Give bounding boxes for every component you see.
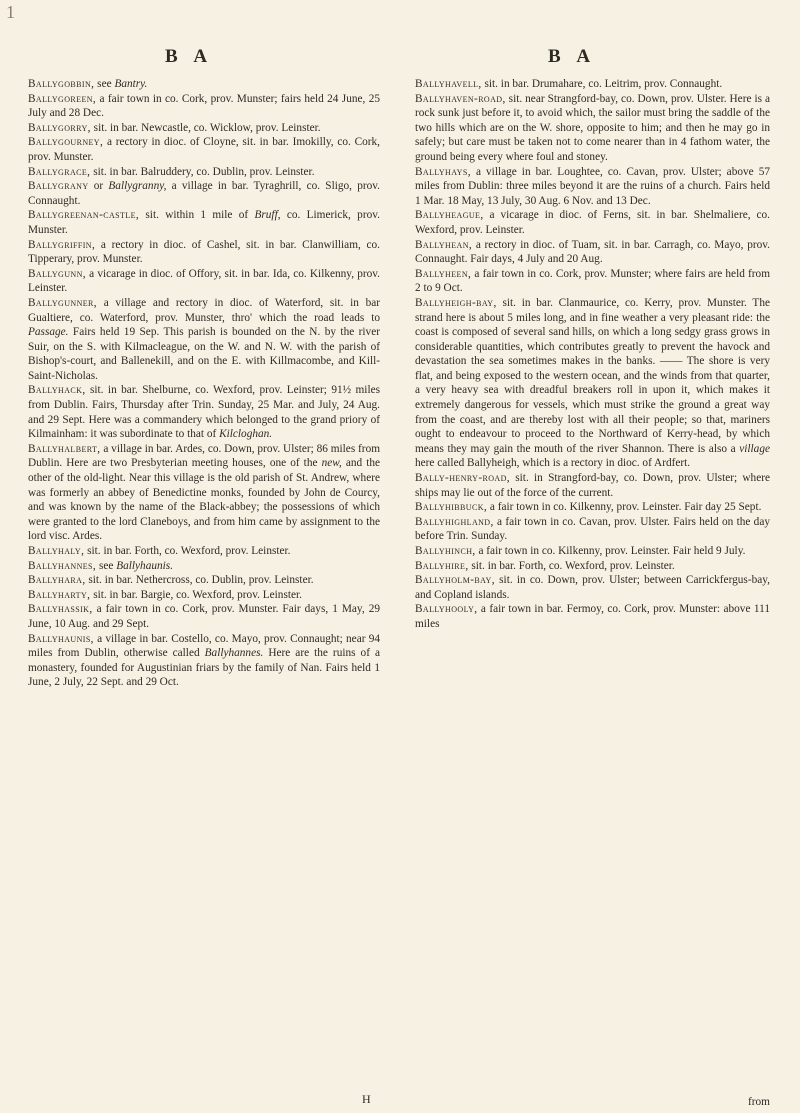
entry-text: sit. in bar. Forth, co. Wexford, prov. Leinster. (84, 545, 291, 557)
entry-text: a fair town in co. Cavan, prov. Ulster. Fairs held on the day before Trin. Sunday. (415, 515, 770, 543)
signature-mark: H (362, 1092, 371, 1106)
entry-headword: Ballygourney, (28, 136, 104, 149)
gazetteer-entry (28, 208, 380, 237)
entry-text: sit. in bar. Forth, co. Wexford, prov. Leinster. (468, 559, 675, 572)
entry-headword: Ballygunn, (28, 267, 86, 280)
entry-italic-text: Bruff, (254, 209, 281, 222)
gazetteer-entry (28, 77, 380, 92)
gazetteer-entry (415, 238, 770, 267)
entry-headword: Ballyhara, (28, 574, 86, 587)
entry-italic-text: Kilcloghan. (219, 428, 273, 441)
entry-text: sit. within 1 mile of (139, 209, 255, 222)
entry-headword: Ballygoreen, (28, 92, 97, 105)
gazetteer-entry (28, 544, 380, 559)
entry-text: a fair town in co. Kilkenny, prov. Leinster. Fair held 9 July. (475, 545, 746, 557)
entry-italic-text: Ballyhannes. (204, 647, 264, 660)
entry-italic-text: new, (321, 457, 342, 470)
entry-headword: Ballyhack, (28, 384, 86, 397)
entry-text: sit. in bar. Drumahare, co. Leitrim, prov. Connaught. (481, 78, 723, 90)
entry-text: sit. in co. Down, prov. Ulster; between Carrickfergus-bay, and Copland islands. (415, 574, 770, 601)
entry-text-tail: Fairs held 19 Sep. This parish is bounded on the N. by the river Suir, on the S. with Kilmacleague, on the W. and N. W. with the parish of Bishop's-court, and Ballenekill, and on the E. with Killmacombe, and Kill-Saint-Nicholas. (28, 326, 380, 382)
left-column (28, 77, 380, 690)
entry-text: a rectory in dioc. of Cloyne, sit. in bar. Imokilly, co. Cork, prov. Munster. (28, 136, 380, 163)
gazetteer-entry (415, 77, 770, 92)
gazetteer-entry (415, 559, 770, 574)
entry-headword: Ballyharty, (28, 588, 91, 601)
entry-italic-text: village (739, 442, 770, 455)
gazetteer-entry (415, 471, 770, 500)
entry-text: sit. near Strangford-bay, co. Down, prov. Ulster. Here is a rock sunk just before it, to avoid which, the sailor must bring the saddle of the two hills which are on the W. shore, opposite to him; and then he may go in safely; but care must be taken not to come nearer than in 4 fathom water, the ground being every where foul and stoney. (415, 92, 770, 163)
entry-text: a village and rectory in dioc. of Waterford, sit. in bar Gualtiere, co. Waterford, prov. Munster, thro' which the road leads to (28, 296, 380, 324)
entry-headword: Ballyhean, (415, 238, 473, 251)
entry-headword: Ballyhooly, (415, 603, 478, 616)
catchword: from (748, 1096, 770, 1108)
entry-text: sit. in bar. Clanmaurice, co. Kerry, prov. Munster. The strand here is about 5 miles long, and in fine weather a very pleasant ride: the coast is composed of several sand hills, on which a long sedgy grass grows in considerable quantities, which contributes greatly to prevent the havock and devastation the sea sometimes makes in the banks. —— The shore is very flat, and being exposed to the western ocean, and the winds from that quarter, a very heavy sea with dreadful breakers roll in upon it, which makes it extremely dangerous for vessels, which must strike the ground a great way from the coast, and are thereby lost with all their people; so that, mariners ought to endeavour to proceed to the Northward of Kerry-head, by which means they may gain the mouth of the river Shannon. There is also a (415, 296, 770, 455)
entry-headword: Ballyhaunis, (28, 632, 94, 645)
entry-headword: Ballyhassik, (28, 603, 93, 616)
entry-text: a vicarage in dioc. of Ferns, sit. in bar. Shelmaliere, co. Wexford, prov. Leinster. (415, 209, 770, 236)
entry-text: a village in bar. Costello, co. Mayo, prov. Connaught; near 94 miles from Dublin, otherwise called (28, 632, 380, 660)
right-column (415, 77, 770, 632)
entry-headword: Ballygorry, (28, 121, 91, 134)
entry-headword: Ballyhays, (415, 165, 471, 178)
entry-headword: Ballyhannes, (28, 559, 97, 572)
entry-headword: Ballygreenan-castle, (28, 209, 140, 222)
running-header-right: B A (548, 46, 597, 67)
entry-headword: Ballyhinch, (415, 545, 476, 557)
entry-headword: Ballyhibbuck, (415, 501, 488, 514)
entry-text: a vicarage in dioc. of Offory, sit. in bar. Ida, co. Kilkenny, prov. Leinster. (28, 267, 380, 295)
gazetteer-entry (28, 238, 380, 267)
entry-text: a rectory in dioc. of Cashel, sit. in bar. Clanwilliam, co. Tipperary, prov. Munster. (28, 238, 380, 266)
entry-headword: Ballyhaly, (28, 545, 85, 557)
entry-text: sit. in bar. Bargie, co. Wexford, prov. Leinster. (90, 588, 302, 601)
entry-headword: Ballygrace, (28, 165, 91, 178)
gazetteer-entry (415, 602, 770, 631)
gazetteer-entry (28, 632, 380, 690)
entry-text: or (88, 180, 109, 193)
gazetteer-entry (415, 92, 770, 165)
entry-text: sit. in bar. Newcastle, co. Wicklow, prov. Leinster. (90, 121, 321, 134)
entry-text: a rectory in dioc. of Tuam, sit. in bar. Carragh, co. Mayo, prov. Connaught. Fair days, 4 July and 20 Aug. (415, 238, 770, 266)
gazetteer-entry (415, 267, 770, 296)
gazetteer-entry (28, 559, 380, 574)
entry-text-tail: a village in bar. Tyraghrill, co. Sligo, prov. Connaught. (28, 180, 381, 207)
entry-text: a fair town in co. Cork, prov. Munster; fairs held 24 June, 25 July and 28 Dec. (28, 92, 380, 120)
gazetteer-entry (415, 573, 770, 602)
gazetteer-entry (28, 92, 380, 121)
gazetteer-entry (28, 588, 380, 603)
entry-text: a fair town in co. Kilkenny, prov. Leinster. Fair day 25 Sept. (487, 501, 762, 514)
gazetteer-entry (28, 267, 380, 296)
entry-text: a village in bar. Ardes, co. Down, prov. Ulster; 86 miles from Dublin. Here are two Presbyterian meeting houses, one of the (28, 442, 380, 470)
gazetteer-entry (415, 296, 770, 471)
entry-text: see (96, 559, 117, 572)
entry-text: sit. in bar. Nethercross, co. Dublin, prov. Leinster. (85, 574, 314, 587)
entry-headword: Ballyheen, (415, 267, 472, 280)
gazetteer-entry (415, 208, 770, 237)
entry-headword: Ballyheigh-bay, (415, 296, 497, 309)
entry-text: sit. in bar. Balruddery, co. Dublin, prov. Leinster. (90, 165, 315, 178)
entry-headword: Ballyhaven-road, (415, 92, 506, 105)
entry-text-tail: co. Limerick, prov. Munster. (28, 209, 380, 236)
entry-text: a fair town in co. Cork, prov. Munster; where fairs are held from 2 to 9 Oct. (415, 267, 770, 295)
entry-headword: Ballygriffin, (28, 238, 96, 251)
entry-italic-text: Ballygranny, (108, 180, 167, 193)
gazetteer-entry (28, 442, 380, 544)
entry-italic-text: Passage. (28, 326, 69, 339)
entry-headword: Ballyhire, (415, 559, 469, 572)
gazetteer-entry (28, 179, 380, 208)
gazetteer-entry (28, 165, 380, 180)
entry-italic-text: Ballyhaunis. (116, 559, 174, 572)
gazetteer-entry (415, 515, 770, 544)
gazetteer-entry (415, 165, 770, 209)
entry-italic-text: Bantry. (114, 78, 148, 90)
entry-headword: Ballyholm-bay, (415, 574, 495, 587)
gazetteer-entry (28, 573, 380, 588)
entry-text: a fair town in co. Cork, prov. Munster. Fair days, 1 May, 29 June, 10 Aug. and 29 Sept. (28, 603, 380, 630)
entry-text: see (94, 78, 115, 90)
entry-text: sit. in Strangford-bay, co. Down, prov. Ulster; where ships may lie out of the force of the current. (415, 472, 770, 499)
corner-mark: 1 (6, 2, 15, 22)
gazetteer-entry (28, 135, 380, 164)
running-header-left: B A (165, 46, 214, 67)
entry-text-tail: here called Ballyheigh, which is a rectory in dioc. of Ardfert. (415, 457, 691, 470)
gazetteer-entry (28, 383, 380, 441)
gazetteer-entry (28, 121, 380, 136)
entry-text-tail: and the other of the old-light. Near this village is the old parish of St. Andrew, where was formerly an abbey of Benedictine monks, founded by John de Courcy, and was known by the name of the Black-abbey; the possessions of which were granted to the lord Claneboys, and from him came by assignment to the lord visc. Ardes. (28, 457, 381, 543)
entry-headword: Ballyheague, (415, 209, 484, 222)
entry-text: sit. in bar. Shelburne, co. Wexford, prov. Leinster; 91½ miles from Dublin. Fairs, Thursday after Trin. Sunday, 25 Mar. and July, 24 Aug. and 29 Sept. Here was a commandery which belonged to the grand priory of Kilmainham: it was subordinate to that of (28, 384, 380, 441)
entry-headword: Ballyhavell, (415, 78, 482, 90)
entry-headword: Ballygunner, (28, 296, 98, 309)
gazetteer-entry (415, 500, 770, 515)
entry-text: a fair town in bar. Fermoy, co. Cork, prov. Munster: above 111 miles (415, 603, 770, 630)
entry-headword: Ballyhighland, (415, 515, 494, 528)
entry-headword: Ballyhalbert, (28, 442, 101, 455)
gazetteer-entry (415, 544, 770, 559)
gazetteer-entry (28, 296, 380, 384)
entry-text: a village in bar. Loughtee, co. Cavan, prov. Ulster; above 57 miles from Dublin: three miles beyond it are the ruins of a church. Fairs held 1 Mar. 18 May, 13 July, 30 Aug. 6 Nov. and 13 Dec. (415, 165, 770, 207)
entry-text-tail: Here are the ruins of a monastery, founded for Augustinian friars by the family of Nan. Fairs held 1 June, 2 July, 22 Sept. and 29 Oct. (28, 647, 380, 689)
entry-headword: Ballygobbin, (28, 78, 95, 90)
entry-headword: Bally-henry-road, (415, 472, 510, 485)
gazetteer-entry (28, 602, 380, 631)
entry-headword: Ballygrany (28, 180, 89, 193)
